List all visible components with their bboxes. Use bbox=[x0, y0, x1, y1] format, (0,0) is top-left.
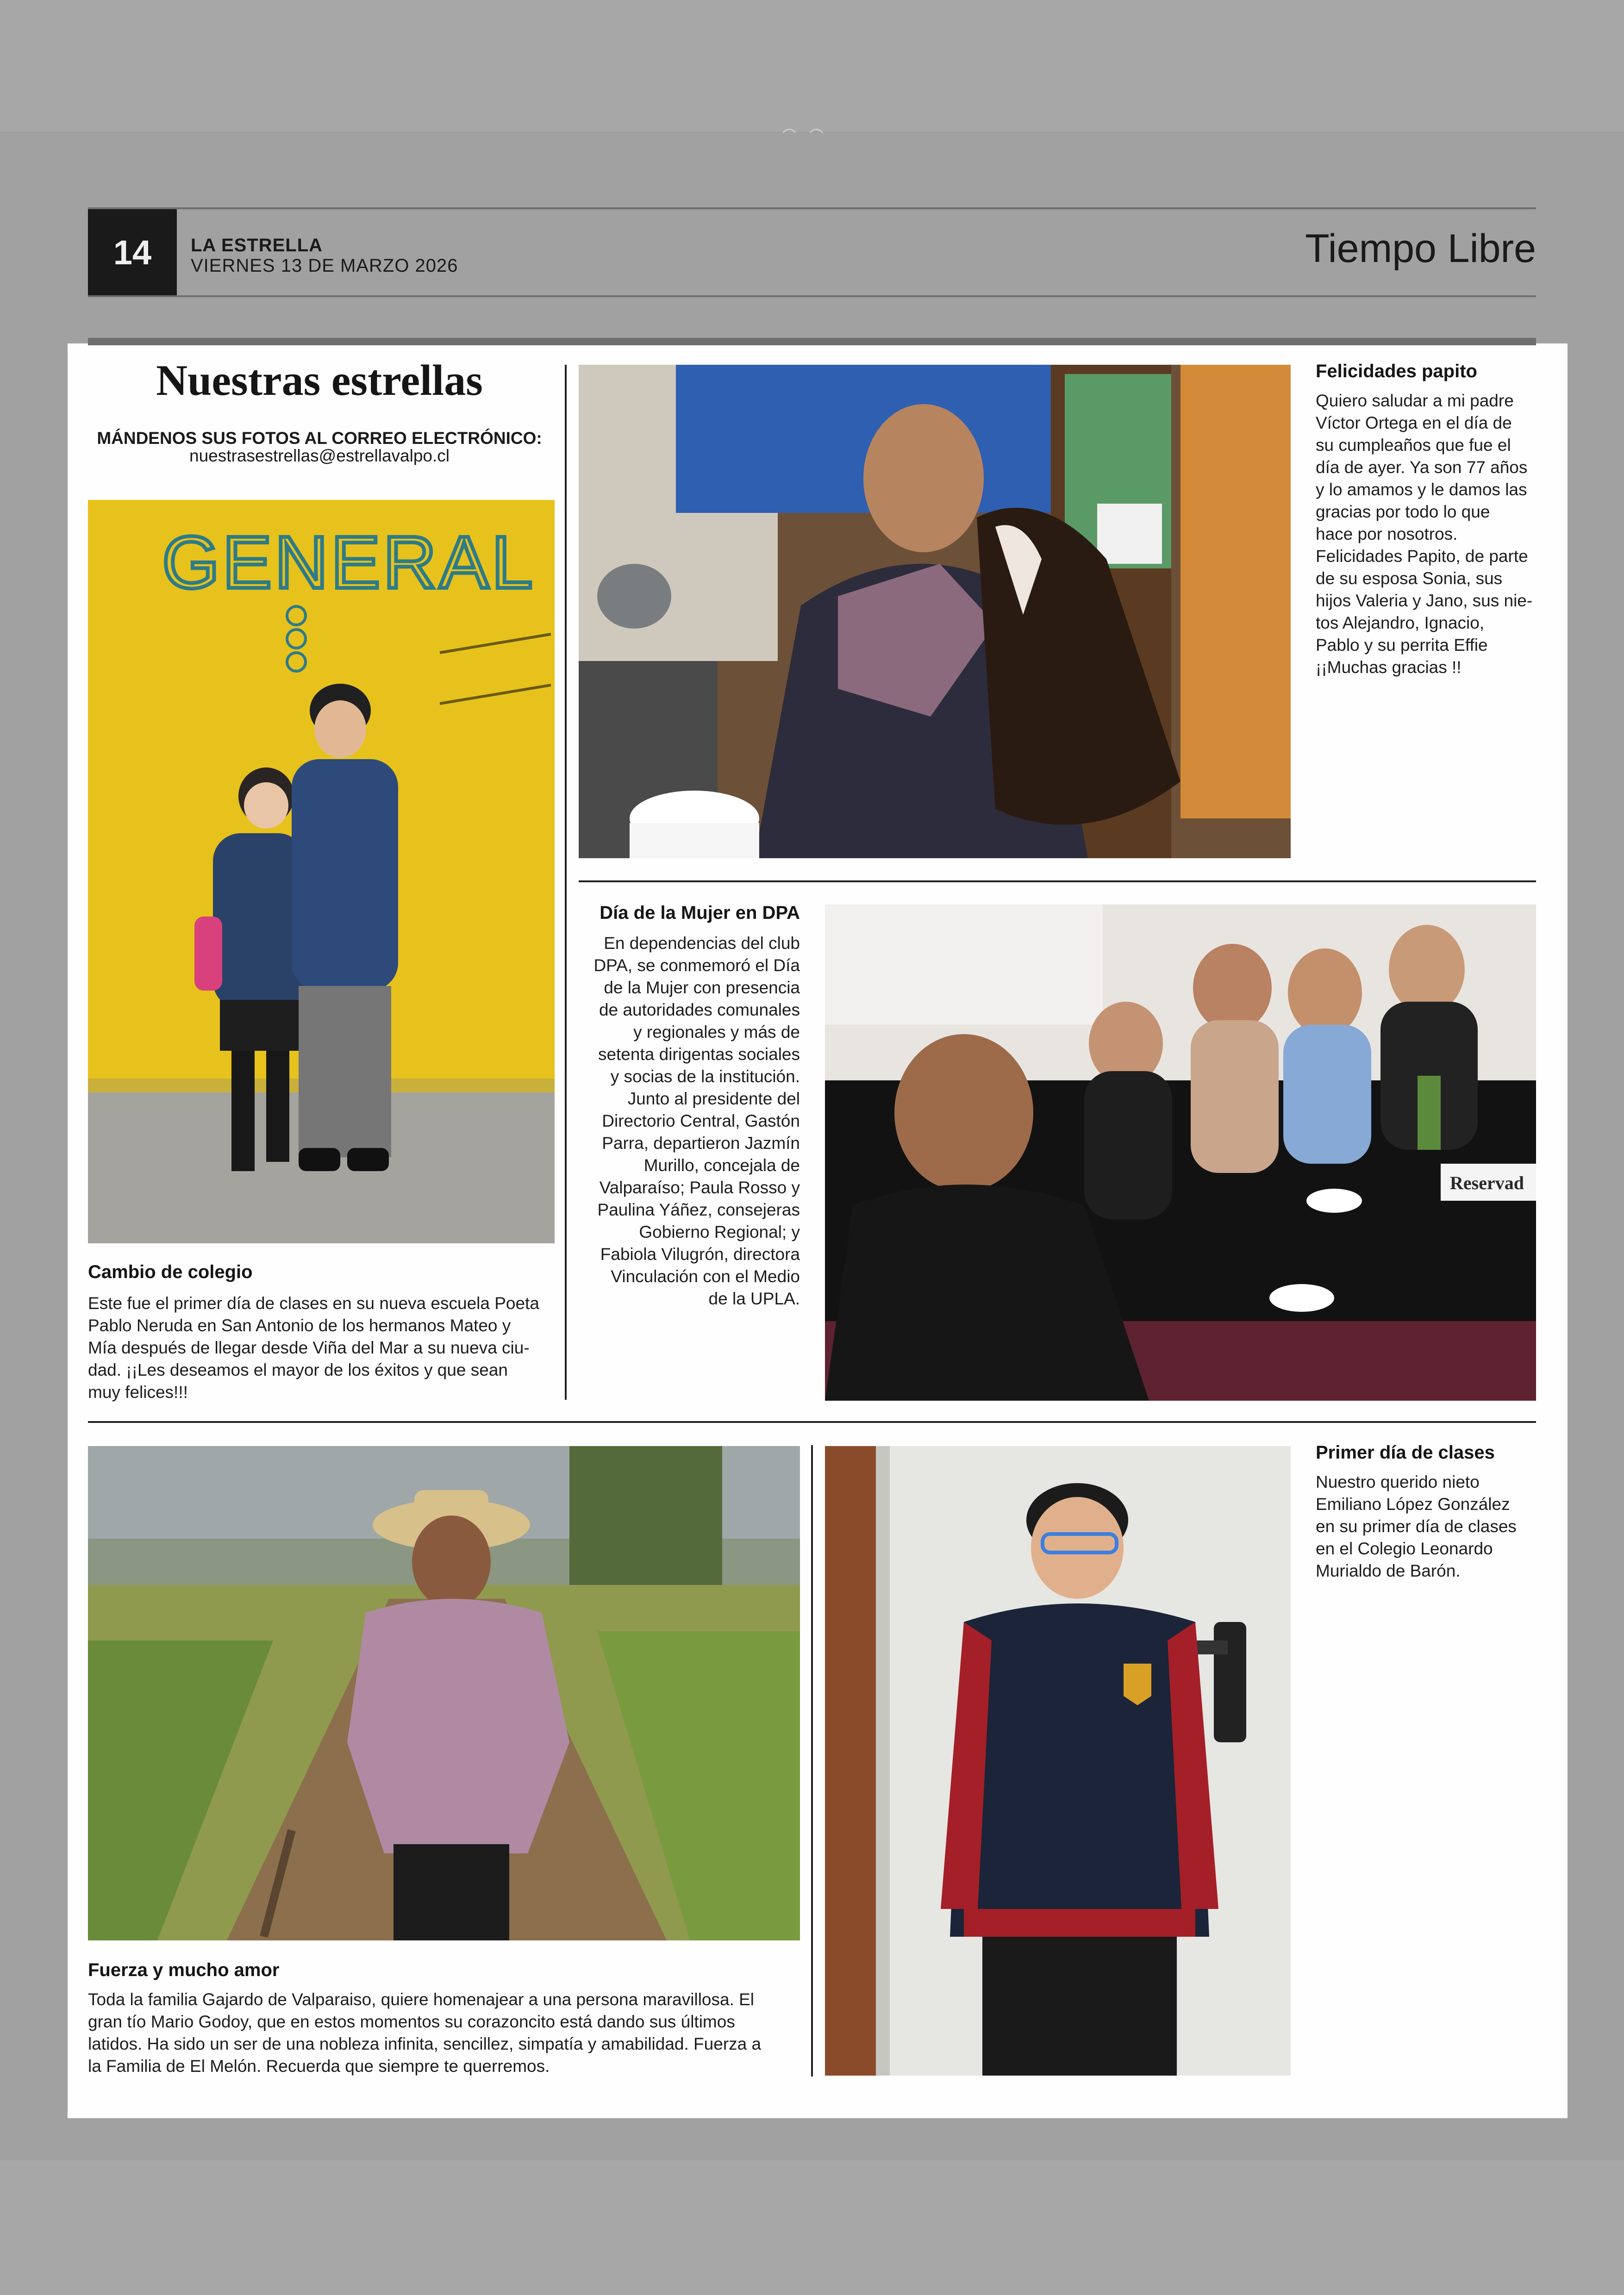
column-divider bbox=[565, 365, 567, 1400]
column-divider bbox=[811, 1445, 813, 2077]
section-divider bbox=[579, 880, 1536, 882]
photo-dia-de-la-mujer bbox=[825, 904, 1536, 1401]
issue-date: VIERNES 13 DE MARZO 2026 bbox=[191, 256, 458, 276]
article-body: Toda la familia Gajardo de Valparaiso, quiere homenajear a una persona maravillosa. El gran tío Mario Godoy, que en estos momentos su corazoncito está dando sus últimos latidos. Ha sido un ser de una nobleza infinita, sencillez, simpatía y amabilidad. Fuerza a la Familia de El Melón. Recuerda que siempre te querremos. bbox=[88, 1990, 762, 2076]
viewer-top-bar bbox=[0, 0, 1624, 133]
header-rule bbox=[88, 207, 1536, 209]
reservado-sign: Reservad bbox=[1450, 1172, 1524, 1193]
article-title: Cambio de colegio bbox=[88, 1262, 253, 1282]
viewer-bottom-bar bbox=[0, 2160, 1624, 2295]
section-divider bbox=[88, 1421, 1536, 1423]
article-title: Primer día de clases bbox=[1316, 1442, 1495, 1463]
article-body: Este fue el primer día de clases en su nueva escuela Poeta Pablo Neruda en San Antonio de los hermanos Mateo y Mía después de llegar desde Viña del Mar a su nueva ciu- dad. ¡¡Les deseamos el mayor de los éxitos y que sean muy felices!!! bbox=[88, 1294, 539, 1402]
article-body: Quiero saludar a mi padre Víctor Ortega en el día de su cumpleaños que fue el día de ayer. Ya son 77 años y lo amamos y le damos las gracias por todo lo que hace por nosotros. Felicidades Papito, de parte de su esposa Sonia, sus hijos Valeria y Jano, sus nie- tos Alejandro, Ignacio, Pablo y su perrita Effie ¡¡Muchas gracias !! bbox=[1316, 391, 1533, 677]
photo-farmer-in-field bbox=[88, 1446, 800, 1940]
page-number: 14 bbox=[88, 209, 177, 295]
page-top-rule bbox=[88, 338, 1536, 345]
article-body: En dependencias del club DPA, se conmemoró el Día de la Mujer con presencia de autoridades comunales y regionales y más de setenta dirigentas sociales y socias de la institución. Junto al presidente del Directorio Central, Gastón Parra, departieron Jazmín Murillo, concejala de Valparaíso; Paula Rosso y Paulina Yáñez, consejeras Gobierno Regional; y Fabiola Vilugrón, directora Vinculación con el Medio de la UPLA. bbox=[593, 934, 800, 1308]
article-body: Nuestro querido nieto Emiliano López González en su primer día de clases en el Colegio Leonardo Murialdo de Barón. bbox=[1316, 1472, 1517, 1580]
newspaper-name: LA ESTRELLA bbox=[191, 235, 323, 256]
article-title: Fuerza y mucho amor bbox=[88, 1960, 280, 1980]
header-rule bbox=[88, 295, 1536, 297]
submit-email[interactable]: nuestrasestrellas@estrellavalpo.cl bbox=[189, 446, 450, 465]
section-title: Tiempo Libre bbox=[1305, 226, 1536, 271]
article-title: Día de la Mujer en DPA bbox=[600, 903, 800, 923]
article-title: Felicidades papito bbox=[1316, 361, 1477, 381]
photo-children-yellow-wall bbox=[88, 500, 555, 1243]
column-title: Nuestras estrellas bbox=[156, 356, 483, 405]
general-sign: GENERAL bbox=[162, 521, 536, 604]
photo-boy-first-day bbox=[825, 1446, 1291, 2076]
submit-photos-label: MÁNDENOS SUS FOTOS AL CORREO ELECTRÓNICO: bbox=[97, 429, 542, 448]
photo-man-with-dog bbox=[579, 365, 1291, 858]
